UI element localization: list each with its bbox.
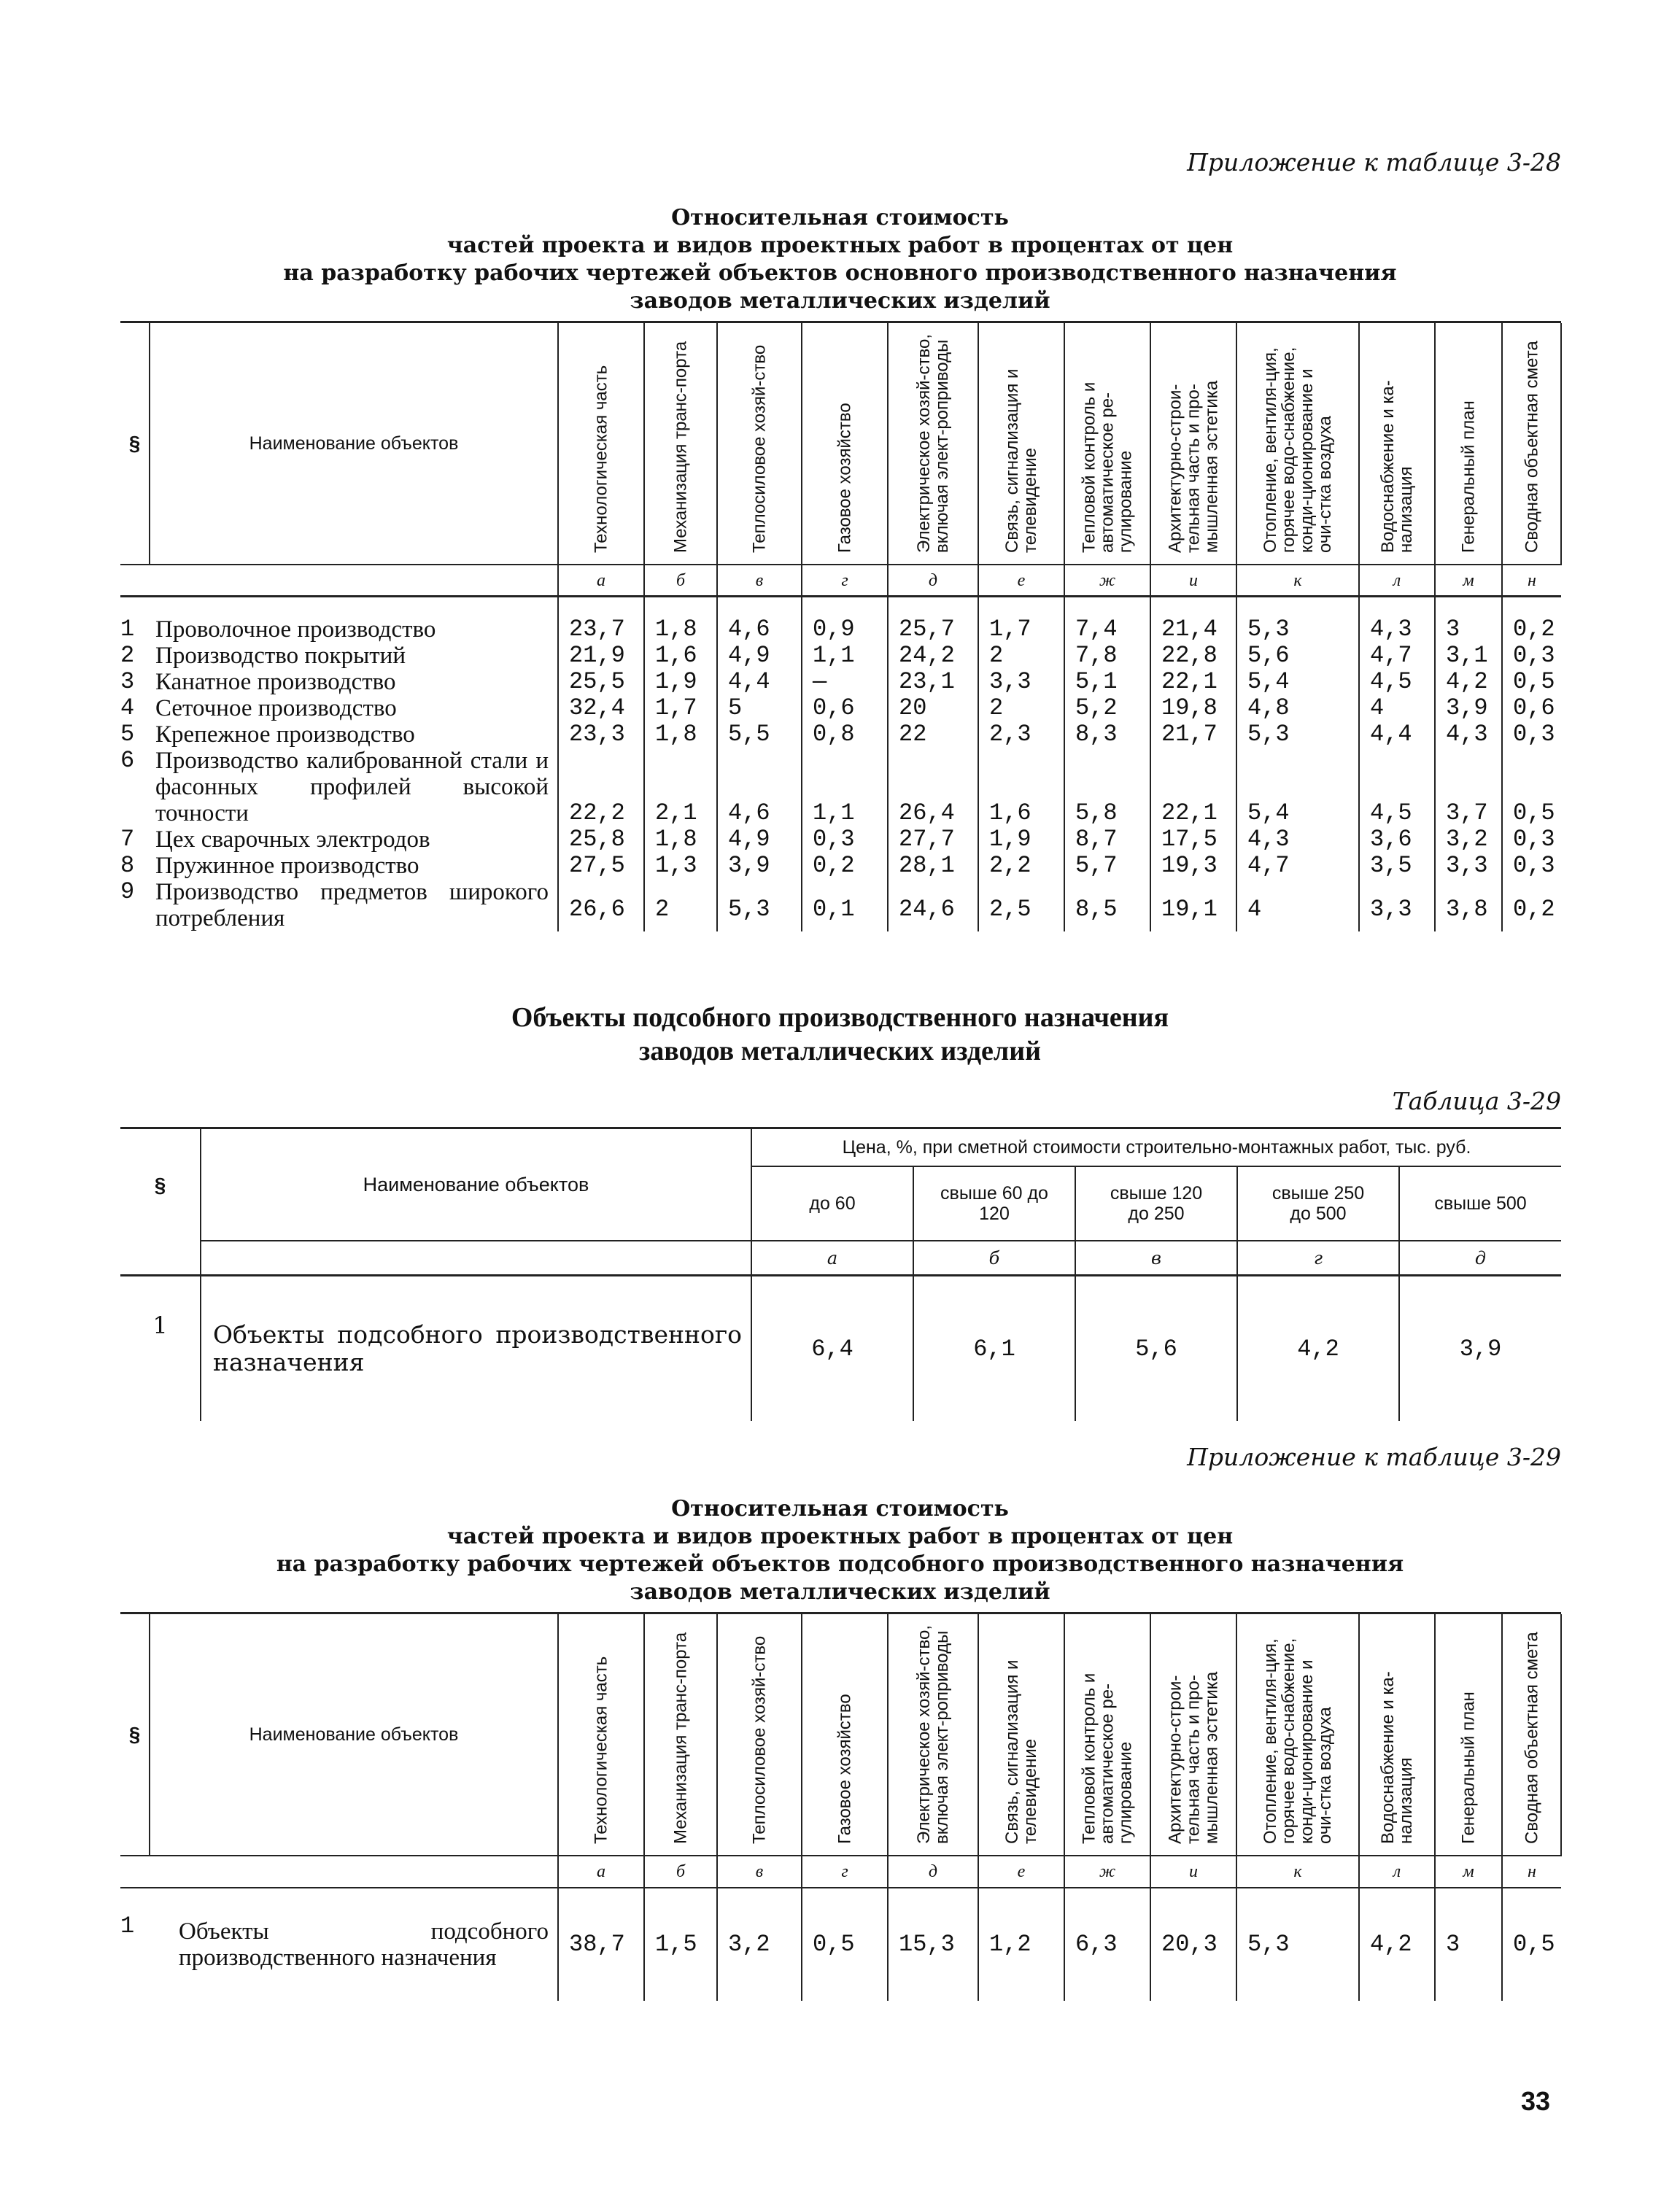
column-letter: в (717, 1856, 802, 1888)
column-letter: г (802, 565, 888, 597)
column-letter: м (1435, 1856, 1502, 1888)
value-cell: 0,9 (802, 597, 888, 643)
value-cell: 4,8 (1236, 695, 1359, 721)
section-sign-header: § (120, 1129, 201, 1241)
column-header-wrap (1436, 323, 1501, 564)
value-cell: 23,3 (558, 721, 644, 748)
value-cell: 1,8 (644, 721, 717, 748)
object-name: Сеточное производство (155, 695, 397, 721)
top-title-line: заводов металлических изделий (630, 288, 1050, 314)
middle-header-row-1 (120, 1129, 1561, 1166)
value-cell: 26,4 (888, 748, 978, 826)
value-cell: 0,2 (1502, 597, 1561, 643)
value-cell: 3,5 (1359, 853, 1435, 879)
object-name: Объекты подсобного производственного назначения (179, 1918, 549, 1971)
value-cell: 3,7 (1435, 748, 1502, 826)
column-header-text: Тепловой контроль и автоматическое ре-гулирование (1079, 1673, 1136, 1844)
column-header-wrap (1503, 1614, 1560, 1855)
value-cell: 22 (888, 721, 978, 748)
column-header-text: Теплосиловое хозяй-ство (749, 1635, 770, 1844)
value-cell: 20 (888, 695, 978, 721)
appendix-label-3-29: Приложение к таблице 3-29 (1187, 1443, 1561, 1471)
range-header: свыше 120 до 250 (1075, 1166, 1237, 1241)
value-cell: 3,1 (1435, 643, 1502, 669)
row-index: 8 (120, 852, 135, 879)
object-name: Проволочное производство (155, 616, 436, 643)
bottom-title-line: частей проекта и видов проектных работ в процентах от цен (446, 1524, 1234, 1549)
value-cell: 27,5 (558, 853, 644, 879)
value-cell: 3,2 (1435, 826, 1502, 853)
column-header-wrap (802, 1614, 887, 1855)
bottom-title (0, 1495, 1680, 1606)
column-letter: е (978, 565, 1064, 597)
column-letter: в (717, 565, 802, 597)
column-header (888, 323, 978, 565)
top-title-line: на разработку рабочих чертежей объектов основного производственного назначения (283, 260, 1397, 286)
value-cell: 1,1 (802, 748, 888, 826)
column-header (1150, 1614, 1236, 1856)
value-cell: 0,3 (802, 826, 888, 853)
value-cell: 5,5 (717, 721, 802, 748)
object-name: Производство калиброванной стали и фасонных профилей высокой точности (155, 748, 549, 826)
column-header-text: Теплосиловое хозяй-ство (749, 344, 770, 553)
value-cell: 4 (1236, 879, 1359, 931)
column-header-text: Технологическая часть (591, 1656, 611, 1844)
value-cell: 0,1 (802, 879, 888, 931)
column-letter: а (558, 565, 644, 597)
top-title-line: частей проекта и видов проектных работ в процентах от цен (446, 233, 1234, 258)
value-cell: 1,6 (978, 748, 1064, 826)
value-cell: 8,3 (1064, 721, 1150, 748)
value-cell: 0,5 (1502, 1888, 1561, 2001)
row-index: 6 (120, 747, 135, 774)
column-header-text: Газовое хозяйство (835, 1694, 855, 1844)
column-header-wrap (979, 1614, 1064, 1855)
value-cell: 0,3 (1502, 826, 1561, 853)
value-cell: 4,4 (1359, 721, 1435, 748)
bottom-title-line: Относительная стоимость (671, 1496, 1009, 1522)
column-header-wrap (802, 323, 887, 564)
value-cell: 0,2 (1502, 879, 1561, 931)
value-cell: 19,8 (1150, 695, 1236, 721)
row-index: 1 (120, 1913, 135, 1940)
range-header: свыше 250 до 500 (1237, 1166, 1399, 1241)
top-title (0, 204, 1680, 315)
bottom-title-line: заводов металлических изделий (630, 1579, 1050, 1605)
value-cell: 1,3 (644, 853, 717, 879)
value-cell: 4,6 (717, 748, 802, 826)
value-cell: 22,1 (1150, 669, 1236, 695)
middle-heading-line: Объекты подсобного производственного назначения (511, 1002, 1169, 1033)
column-letter: н (1502, 565, 1561, 597)
column-header (1502, 323, 1561, 565)
value-cell: 2 (978, 695, 1064, 721)
value-cell: 28,1 (888, 853, 978, 879)
value-cell: 23,7 (558, 597, 644, 643)
value-cell: 3,3 (1359, 879, 1435, 931)
column-header (978, 1614, 1064, 1856)
value-cell: 38,7 (558, 1888, 644, 2001)
value-cell: 0,5 (802, 1888, 888, 2001)
value-cell: 3,6 (1359, 826, 1435, 853)
value-cell: 7,4 (1064, 597, 1150, 643)
column-letter: к (1236, 565, 1359, 597)
column-letter: д (1399, 1241, 1561, 1276)
column-header-wrap (559, 323, 643, 564)
value-cell: 0,2 (802, 853, 888, 879)
column-header-text: Тепловой контроль и автоматическое ре-гулирование (1079, 381, 1136, 553)
table-row (120, 721, 1561, 748)
column-header (1236, 323, 1359, 565)
middle-letter-row (120, 1241, 1561, 1276)
row-index: 3 (120, 668, 135, 695)
column-header-text: Архитектурно-строи-тельная часть и про-мышленная эстетика (1165, 380, 1222, 553)
object-name: Крепежное производство (155, 721, 415, 748)
value-cell: 2 (644, 879, 717, 931)
price-value: 5,6 (1075, 1276, 1237, 1422)
value-cell: 3,3 (978, 669, 1064, 695)
price-value: 3,9 (1399, 1276, 1561, 1422)
price-value: 6,1 (913, 1276, 1075, 1422)
column-letter: м (1435, 565, 1502, 597)
column-header-text: Механизация транс-порта (670, 1632, 691, 1844)
column-header-text: Связь, сигнализация и телевидение (1002, 1659, 1040, 1844)
value-cell: 5,8 (1064, 748, 1150, 826)
price-value: 4,2 (1237, 1276, 1399, 1422)
value-cell: 4,9 (717, 826, 802, 853)
column-letter: а (558, 1856, 644, 1888)
value-cell: 0,5 (1502, 669, 1561, 695)
value-cell: 19,3 (1150, 853, 1236, 879)
range-header: свыше 60 до 120 (913, 1166, 1075, 1241)
column-letter: л (1359, 1856, 1435, 1888)
row-index: 1 (120, 1276, 201, 1422)
value-cell: 1,6 (644, 643, 717, 669)
table-row (120, 643, 1561, 669)
value-cell: 4,5 (1359, 748, 1435, 826)
top-title-line: Относительная стоимость (671, 205, 1009, 230)
value-cell: 4,9 (717, 643, 802, 669)
value-cell: 0,3 (1502, 853, 1561, 879)
value-cell: 1,8 (644, 597, 717, 643)
column-letter: г (802, 1856, 888, 1888)
row-index: 5 (120, 721, 135, 748)
column-header (888, 1614, 978, 1856)
value-cell: 4,3 (1359, 597, 1435, 643)
value-cell: 4,6 (717, 597, 802, 643)
value-cell: 20,3 (1150, 1888, 1236, 2001)
page-number: 33 (1521, 2086, 1551, 2116)
column-header-wrap (1151, 1614, 1236, 1855)
value-cell: 0,5 (1502, 748, 1561, 826)
value-cell: 7,8 (1064, 643, 1150, 669)
value-cell: 17,5 (1150, 826, 1236, 853)
column-header (1435, 1614, 1502, 1856)
bottom-header-row (120, 1614, 1561, 1856)
column-header-text: Связь, сигнализация и телевидение (1002, 368, 1040, 553)
column-header-text: Генеральный план (1458, 400, 1479, 553)
value-cell: 2,2 (978, 853, 1064, 879)
column-letter: а (751, 1241, 913, 1276)
value-cell: 1,7 (978, 597, 1064, 643)
column-header (802, 1614, 888, 1856)
value-cell: 8,7 (1064, 826, 1150, 853)
object-name: Производство покрытий (155, 643, 406, 669)
column-header-text: Отопление, вентиля-ция, горячее водо-снабжение, конди-ционирование и очи-стка воздуха (1261, 1638, 1335, 1844)
value-cell: 5,3 (1236, 1888, 1359, 2001)
column-letter: н (1502, 1856, 1561, 1888)
value-cell: 5,3 (1236, 597, 1359, 643)
value-cell: 0,6 (802, 695, 888, 721)
section-sign-header: § (120, 1614, 150, 1856)
column-header-wrap (718, 1614, 801, 1855)
value-cell: 0,3 (1502, 643, 1561, 669)
column-header (644, 1614, 717, 1856)
column-header-text: Электрическое хозяй-ство, включая элект-роприводы (914, 334, 952, 553)
value-cell: 2,5 (978, 879, 1064, 931)
object-name: Цех сварочных электродов (155, 826, 430, 853)
value-cell: 5 (717, 695, 802, 721)
column-header-wrap (1065, 323, 1150, 564)
column-header-text: Архитектурно-строи-тельная часть и про-мышленная эстетика (1165, 1671, 1222, 1844)
value-cell: 32,4 (558, 695, 644, 721)
column-letter: ж (1064, 1856, 1150, 1888)
column-header-wrap (1237, 323, 1358, 564)
value-cell: 3,3 (1435, 853, 1502, 879)
value-cell: 3,9 (717, 853, 802, 879)
object-name: Производство предметов широкого потребления (155, 879, 549, 931)
value-cell: 3 (1435, 597, 1502, 643)
column-letter: г (1237, 1241, 1399, 1276)
column-header (1150, 323, 1236, 565)
column-letter: б (913, 1241, 1075, 1276)
table-row (120, 826, 1561, 853)
column-header (802, 323, 888, 565)
value-cell: 22,2 (558, 748, 644, 826)
column-header-wrap (718, 323, 801, 564)
appendix-label-3-28: Приложение к таблице 3-28 (1187, 148, 1561, 177)
column-header (717, 323, 802, 565)
value-cell: 6,3 (1064, 1888, 1150, 2001)
middle-data-row (120, 1276, 1561, 1422)
value-cell: 24,6 (888, 879, 978, 931)
value-cell: 3,2 (717, 1888, 802, 2001)
value-cell: 1,9 (644, 669, 717, 695)
value-cell: 24,2 (888, 643, 978, 669)
table-row (120, 879, 1561, 931)
value-cell: 1,2 (978, 1888, 1064, 2001)
row-index: 1 (120, 616, 135, 643)
value-cell: — (802, 669, 888, 695)
value-cell: 8,5 (1064, 879, 1150, 931)
value-cell: 4 (1359, 695, 1435, 721)
value-cell: 5,7 (1064, 853, 1150, 879)
object-name: Объекты подсобного производственного назначения (201, 1276, 751, 1422)
column-header-text: Отопление, вентиля-ция, горячее водо-снабжение, конди-ционирование и очи-стка воздуха (1261, 346, 1335, 553)
middle-price-table (120, 1129, 1561, 1421)
column-header-text: Газовое хозяйство (835, 403, 855, 553)
price-value: 6,4 (751, 1276, 913, 1422)
table-row (120, 597, 1561, 643)
column-letter: и (1150, 1856, 1236, 1888)
column-header (1502, 1614, 1561, 1856)
column-header (558, 1614, 644, 1856)
column-letter: к (1236, 1856, 1359, 1888)
table-row (120, 669, 1561, 695)
top-cost-table (120, 323, 1562, 931)
value-cell: 19,1 (1150, 879, 1236, 931)
column-letter: д (888, 565, 978, 597)
column-header-wrap (889, 1614, 978, 1855)
bottom-title-line: на разработку рабочих чертежей объектов подсобного производственного назначения (276, 1551, 1404, 1577)
column-header-wrap (889, 323, 978, 564)
value-cell: 22,1 (1150, 748, 1236, 826)
value-cell: 4,7 (1236, 853, 1359, 879)
value-cell: 2 (978, 643, 1064, 669)
bottom-cost-table (120, 1614, 1562, 2001)
value-cell: 1,1 (802, 643, 888, 669)
object-name: Канатное производство (155, 669, 396, 695)
column-letter: д (888, 1856, 978, 1888)
value-cell: 1,7 (644, 695, 717, 721)
value-cell: 25,5 (558, 669, 644, 695)
top-header-row (120, 323, 1561, 565)
value-cell: 0,8 (802, 721, 888, 748)
column-header-wrap (559, 1614, 643, 1855)
top-letter-row (120, 565, 1561, 597)
value-cell: 5,2 (1064, 695, 1150, 721)
value-cell: 3,9 (1435, 695, 1502, 721)
value-cell: 1,5 (644, 1888, 717, 2001)
value-cell: 4,5 (1359, 669, 1435, 695)
row-index: 4 (120, 694, 135, 721)
value-cell: 5,3 (717, 879, 802, 931)
column-header-wrap (1503, 323, 1560, 564)
row-index: 9 (120, 878, 135, 905)
value-cell: 0,6 (1502, 695, 1561, 721)
value-cell: 4,2 (1359, 1888, 1435, 2001)
column-header-text: Водоснабжение и ка-нализация (1378, 1671, 1416, 1844)
name-header: Наименование объектов (150, 323, 558, 565)
middle-heading-line: заводов металлических изделий (638, 1036, 1042, 1066)
table-label-3-29: Таблица 3-29 (1392, 1087, 1561, 1115)
value-cell: 25,8 (558, 826, 644, 853)
range-header: свыше 500 (1399, 1166, 1561, 1241)
column-letter: в (1075, 1241, 1237, 1276)
value-cell: 21,7 (1150, 721, 1236, 748)
column-letter: ж (1064, 565, 1150, 597)
value-cell: 21,4 (1150, 597, 1236, 643)
column-header (1359, 323, 1435, 565)
value-cell: 4,7 (1359, 643, 1435, 669)
column-header-text: Сводная объектная смета (1522, 1632, 1541, 1844)
value-cell: 22,8 (1150, 643, 1236, 669)
value-cell: 15,3 (888, 1888, 978, 2001)
value-cell: 5,4 (1236, 748, 1359, 826)
column-header-wrap (1237, 1614, 1358, 1855)
table-row (120, 853, 1561, 879)
name-header: Наименование объектов (363, 1173, 589, 1196)
value-cell: 1,8 (644, 826, 717, 853)
column-header-wrap (1360, 1614, 1434, 1855)
column-header-wrap (1436, 1614, 1501, 1855)
range-header: до 60 (751, 1166, 913, 1241)
table-row (120, 748, 1561, 826)
name-header: Наименование объектов (150, 1614, 558, 1856)
top-table-rule-2 (120, 595, 1561, 597)
column-letter: б (644, 565, 717, 597)
row-index: 2 (120, 642, 135, 669)
value-cell: 26,6 (558, 879, 644, 931)
column-header-wrap (979, 323, 1064, 564)
column-header-wrap (1151, 323, 1236, 564)
value-cell: 5,4 (1236, 669, 1359, 695)
column-header (1064, 323, 1150, 565)
value-cell: 25,7 (888, 597, 978, 643)
row-index: 7 (120, 826, 135, 853)
bottom-letter-row (120, 1856, 1561, 1888)
value-cell: 2,3 (978, 721, 1064, 748)
column-header-wrap (1360, 323, 1434, 564)
value-cell: 4,3 (1236, 826, 1359, 853)
column-header-text: Электрическое хозяй-ство, включая элект-роприводы (914, 1625, 952, 1844)
value-cell: 5,1 (1064, 669, 1150, 695)
price-header: Цена, %, при сметной стоимости строительно-монтажных работ, тыс. руб. (751, 1129, 1561, 1166)
column-header (1236, 1614, 1359, 1856)
column-header-wrap (645, 323, 716, 564)
column-header (558, 323, 644, 565)
section-sign-header: § (120, 323, 150, 565)
value-cell: 3 (1435, 1888, 1502, 2001)
column-header-text: Механизация транс-порта (670, 341, 691, 553)
column-header (978, 323, 1064, 565)
value-cell: 2,1 (644, 748, 717, 826)
object-name: Пружинное производство (155, 853, 419, 879)
value-cell: 27,7 (888, 826, 978, 853)
column-header (717, 1614, 802, 1856)
value-cell: 1,9 (978, 826, 1064, 853)
column-letter: и (1150, 565, 1236, 597)
table-row (120, 695, 1561, 721)
value-cell: 21,9 (558, 643, 644, 669)
value-cell: 3,8 (1435, 879, 1502, 931)
column-header-wrap (645, 1614, 716, 1855)
column-header (644, 323, 717, 565)
column-header-text: Водоснабжение и ка-нализация (1378, 380, 1416, 553)
value-cell: 4,3 (1435, 721, 1502, 748)
column-header-text: Генеральный план (1458, 1692, 1479, 1844)
column-letter: е (978, 1856, 1064, 1888)
column-letter: л (1359, 565, 1435, 597)
value-cell: 0,3 (1502, 721, 1561, 748)
column-header (1359, 1614, 1435, 1856)
value-cell: 4,2 (1435, 669, 1502, 695)
table-row (120, 1888, 1561, 2001)
column-letter: б (644, 1856, 717, 1888)
column-header (1435, 323, 1502, 565)
column-header-wrap (1065, 1614, 1150, 1855)
column-header (1064, 1614, 1150, 1856)
column-header-text: Технологическая часть (591, 365, 611, 553)
column-header-text: Сводная объектная смета (1522, 341, 1541, 553)
value-cell: 5,6 (1236, 643, 1359, 669)
value-cell: 4,4 (717, 669, 802, 695)
value-cell: 5,3 (1236, 721, 1359, 748)
value-cell: 23,1 (888, 669, 978, 695)
middle-heading (0, 1001, 1680, 1068)
